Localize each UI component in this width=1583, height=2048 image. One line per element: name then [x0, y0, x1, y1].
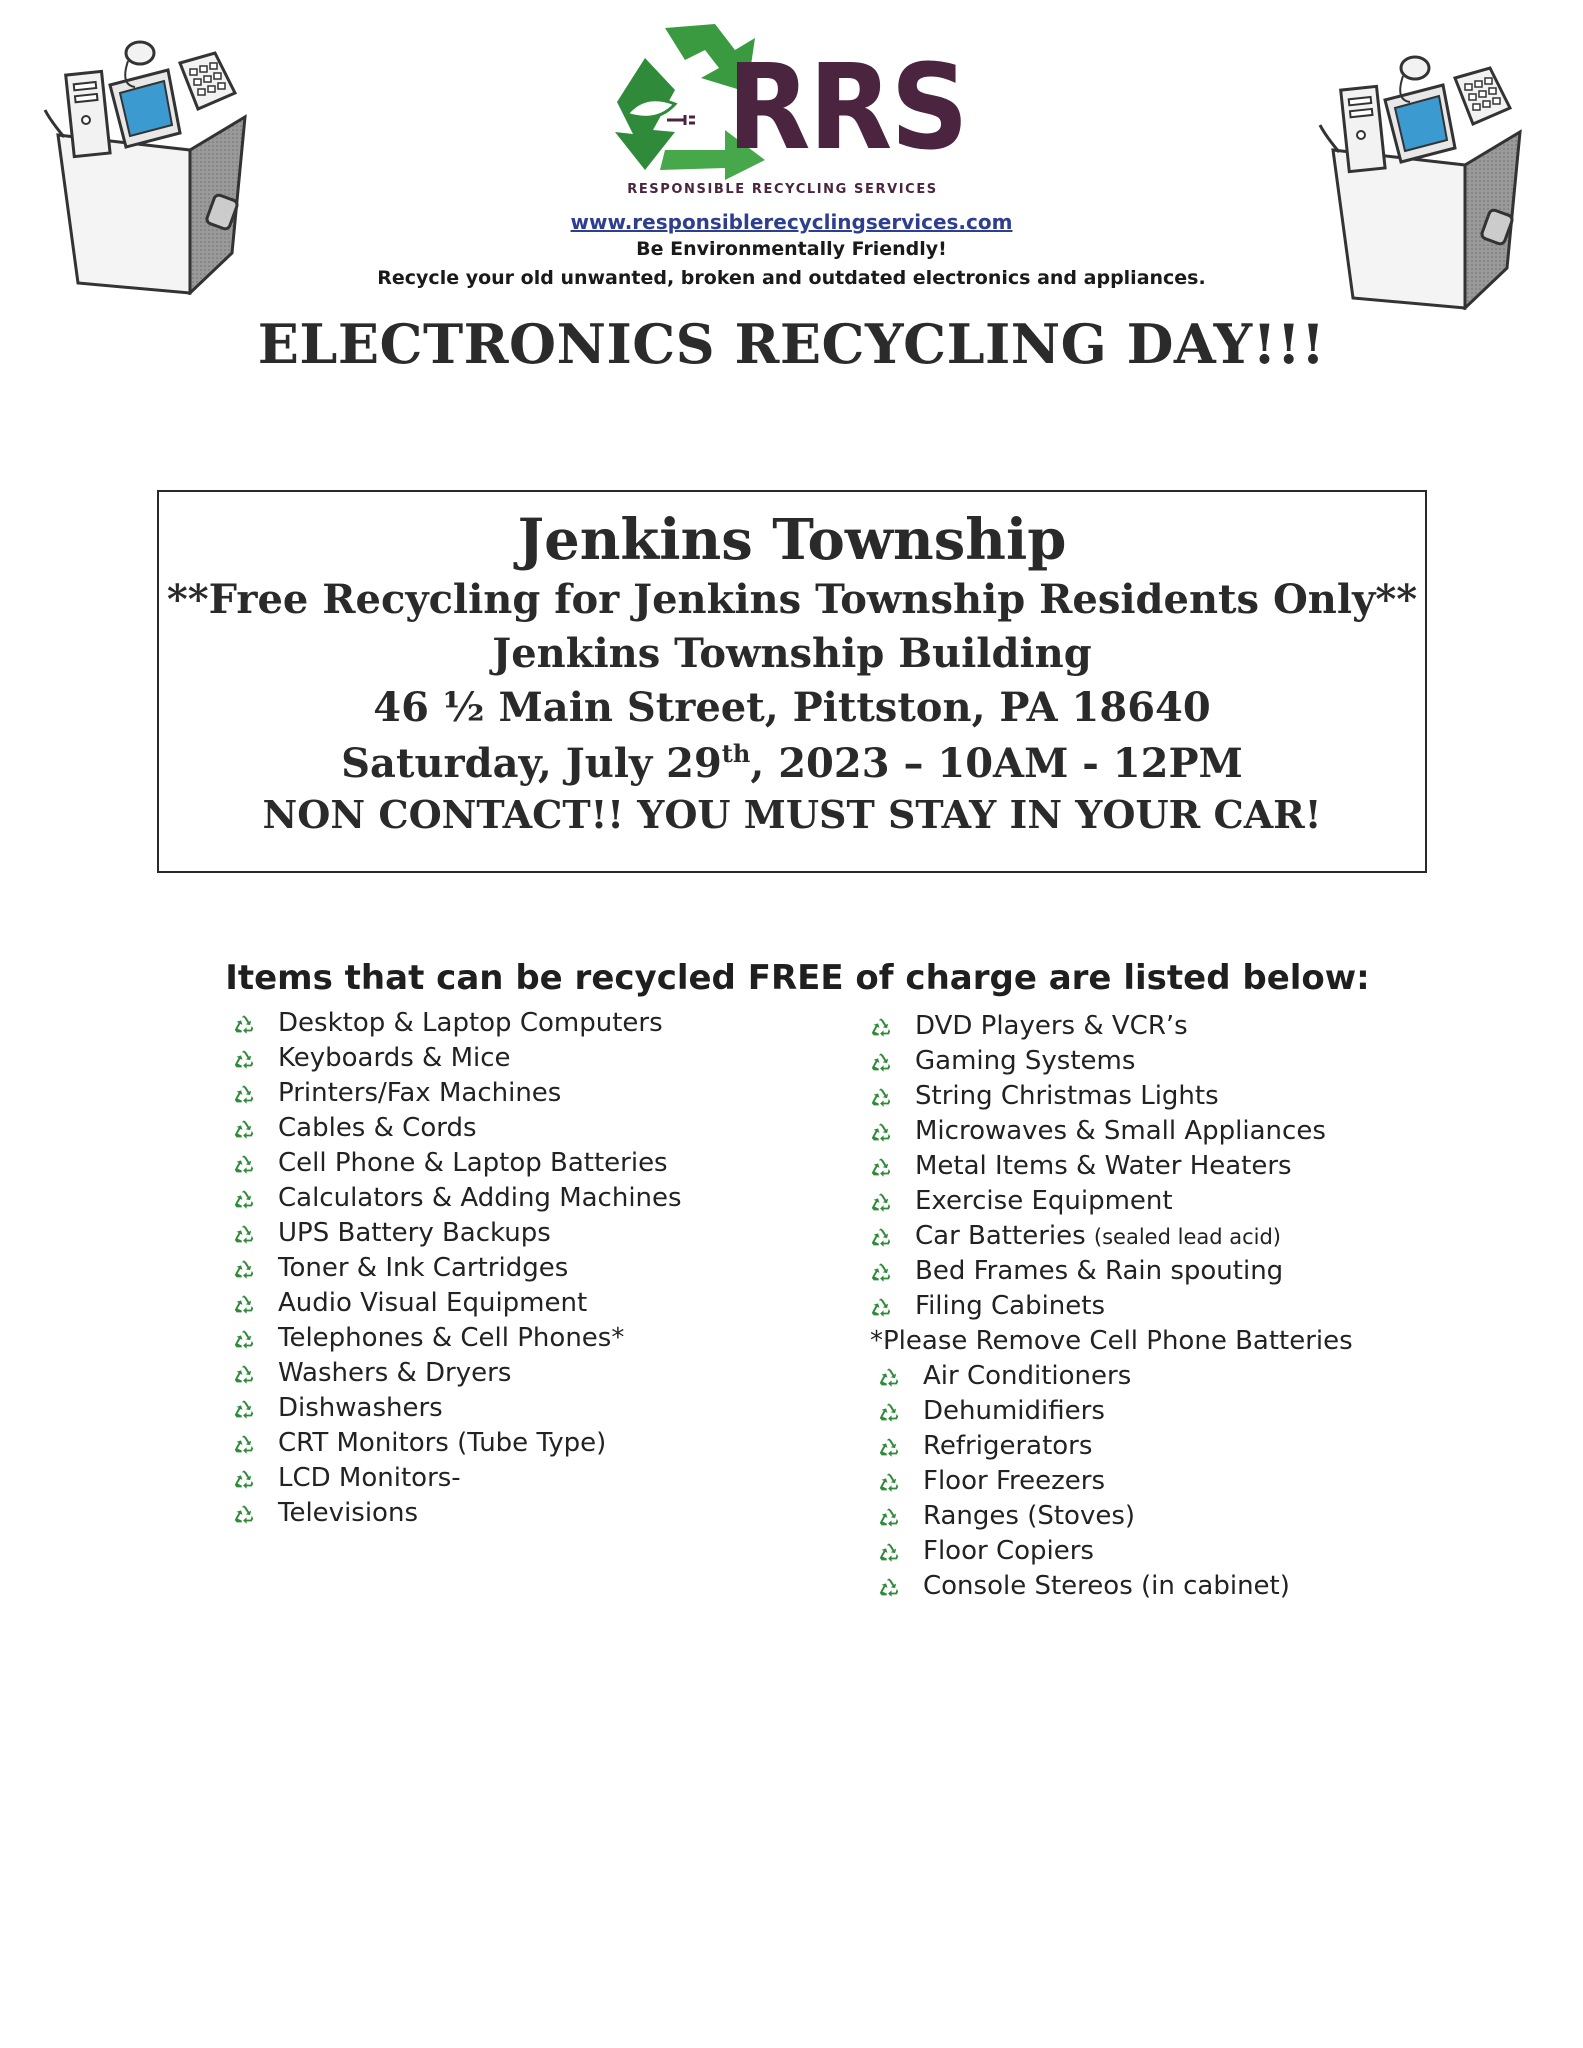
list-item: [233, 1391, 793, 1426]
items-list-left: [233, 1006, 793, 1531]
list-item: [233, 1041, 793, 1076]
recycle-icon: [233, 1504, 255, 1526]
recycle-icon: [870, 1052, 892, 1074]
list-item-label: Audio Visual Equipment: [278, 1288, 588, 1318]
recycle-icon: [870, 1157, 892, 1179]
list-item: [870, 1254, 1430, 1289]
list-item-label: Filing Cabinets: [915, 1291, 1106, 1321]
list-item-label: Dishwashers: [278, 1393, 443, 1423]
list-item-label: Cell Phone & Laptop Batteries: [278, 1148, 668, 1178]
list-item-note: (sealed lead acid): [1093, 1225, 1282, 1249]
list-item: [233, 1076, 793, 1111]
list-item: [878, 1569, 1430, 1604]
recycle-icon: [233, 1469, 255, 1491]
logo-wordmark: RRS: [727, 38, 967, 176]
list-item-label: Exercise Equipment: [915, 1186, 1173, 1216]
logo-subtitle: RESPONSIBLE RECYCLING SERVICES: [627, 182, 938, 197]
recycle-icon: [233, 1259, 255, 1281]
list-item-label: Cables & Cords: [278, 1113, 477, 1143]
list-item-label: Printers/Fax Machines: [278, 1078, 562, 1108]
list-item-label: UPS Battery Backups: [278, 1218, 551, 1248]
website-link[interactable]: www.responsiblerecyclingservices.com: [570, 210, 1013, 234]
event-date-suffix: th: [721, 739, 751, 768]
list-item: [233, 1496, 793, 1531]
list-item-label: Desktop & Laptop Computers: [278, 1008, 663, 1038]
event-notice: NON CONTACT!! YOU MUST STAY IN YOUR CAR!: [262, 792, 1322, 837]
recycle-icon: [870, 1227, 892, 1249]
list-item: [878, 1359, 1430, 1394]
event-info-box: [157, 490, 1427, 873]
list-item-label: Washers & Dryers: [278, 1358, 512, 1388]
list-item: [870, 1289, 1430, 1324]
list-item-label: Metal Items & Water Heaters: [915, 1151, 1292, 1181]
list-item-label: CRT Monitors (Tube Type): [278, 1428, 607, 1458]
list-item-label: Console Stereos (in cabinet): [923, 1571, 1290, 1601]
tagline: Recycle your old unwanted, broken and outdated electronics and appliances.: [377, 267, 1206, 289]
recycle-icon: [870, 1122, 892, 1144]
list-item-label: Keyboards & Mice: [278, 1043, 511, 1073]
list-item-label: Floor Freezers: [923, 1466, 1105, 1496]
list-item: [870, 1114, 1430, 1149]
list-item-label: Ranges (Stoves): [923, 1501, 1136, 1531]
list-item: [878, 1534, 1430, 1569]
list-item-label: Refrigerators: [923, 1431, 1093, 1461]
list-item: [870, 1149, 1430, 1184]
page-title: ELECTRONICS RECYCLING DAY!!!: [257, 312, 1326, 376]
list-item-label: Televisions: [278, 1498, 418, 1528]
list-item-label: Toner & Ink Cartridges: [278, 1253, 569, 1283]
event-date-rest: , 2023 – 10AM - 12PM: [750, 740, 1243, 787]
list-item: [233, 1321, 793, 1356]
list-item: [233, 1006, 793, 1041]
list-item: [233, 1426, 793, 1461]
list-item: [233, 1356, 793, 1391]
recycle-icon: [233, 1364, 255, 1386]
recycle-icon: [870, 1192, 892, 1214]
recycle-icon: [870, 1297, 892, 1319]
recycle-icon: [870, 1017, 892, 1039]
list-item-label: DVD Players & VCR’s: [915, 1011, 1188, 1041]
recycle-icon: [233, 1189, 255, 1211]
slogan: Be Environmentally Friendly!: [636, 238, 947, 260]
recycle-icon: [233, 1119, 255, 1141]
recycle-icon: [878, 1507, 900, 1529]
list-item: [870, 1044, 1430, 1079]
list-item-label: LCD Monitors-: [278, 1463, 461, 1493]
recycle-icon: [233, 1294, 255, 1316]
event-building: Jenkins Township Building: [492, 630, 1092, 677]
recycle-icon: [878, 1437, 900, 1459]
list-item: [233, 1181, 793, 1216]
list-item: [878, 1394, 1430, 1429]
recycle-icon: [233, 1084, 255, 1106]
list-item: [878, 1464, 1430, 1499]
list-item: [870, 1079, 1430, 1114]
list-item-label: Microwaves & Small Appliances: [915, 1116, 1326, 1146]
event-date-prefix: Saturday, July 29: [341, 740, 722, 787]
items-list-right: [870, 1009, 1430, 1604]
list-item: [233, 1286, 793, 1321]
recycle-icon: [878, 1472, 900, 1494]
rrs-logo: [605, 20, 967, 205]
list-item: [878, 1429, 1430, 1464]
recycle-icon: [878, 1542, 900, 1564]
recycle-icon: [878, 1402, 900, 1424]
recycle-icon: [878, 1367, 900, 1389]
list-item: [233, 1461, 793, 1496]
event-eligibility: **Free Recycling for Jenkins Township Residents Only**: [166, 576, 1418, 623]
recycle-icon: [233, 1014, 255, 1036]
event-date-time: [159, 739, 1425, 787]
recycle-icon: [233, 1224, 255, 1246]
battery-removal-note: *Please Remove Cell Phone Batteries: [870, 1326, 1353, 1356]
list-item-label: Dehumidifiers: [923, 1396, 1105, 1426]
recycle-icon: [870, 1087, 892, 1109]
list-item: [233, 1111, 793, 1146]
list-item: [870, 1009, 1430, 1044]
list-item: [233, 1216, 793, 1251]
list-item-label: Calculators & Adding Machines: [278, 1183, 682, 1213]
list-item-label: Bed Frames & Rain spouting: [915, 1256, 1284, 1286]
recycle-icon: [233, 1049, 255, 1071]
list-item-label: String Christmas Lights: [915, 1081, 1219, 1111]
list-item-label: Air Conditioners: [923, 1361, 1132, 1391]
items-heading: Items that can be recycled FREE of charge are listed below:: [225, 958, 1370, 998]
list-item-label: Gaming Systems: [915, 1046, 1136, 1076]
list-item-label: Floor Copiers: [923, 1536, 1094, 1566]
recycle-icon: [233, 1434, 255, 1456]
list-item-label: Telephones & Cell Phones*: [278, 1323, 625, 1353]
list-item: [233, 1251, 793, 1286]
recycle-icon: [870, 1262, 892, 1284]
list-item: [870, 1219, 1430, 1254]
list-item-label: Car Batteries: [915, 1221, 1086, 1251]
event-location-name: Jenkins Township: [517, 507, 1067, 573]
list-item: [233, 1146, 793, 1181]
list-item: [870, 1184, 1430, 1219]
recycle-icon: [233, 1154, 255, 1176]
list-item: [878, 1499, 1430, 1534]
recycle-icon: [233, 1399, 255, 1421]
recycle-icon: [233, 1329, 255, 1351]
recycle-icon: [878, 1577, 900, 1599]
event-address: 46 ½ Main Street, Pittston, PA 18640: [373, 684, 1211, 731]
